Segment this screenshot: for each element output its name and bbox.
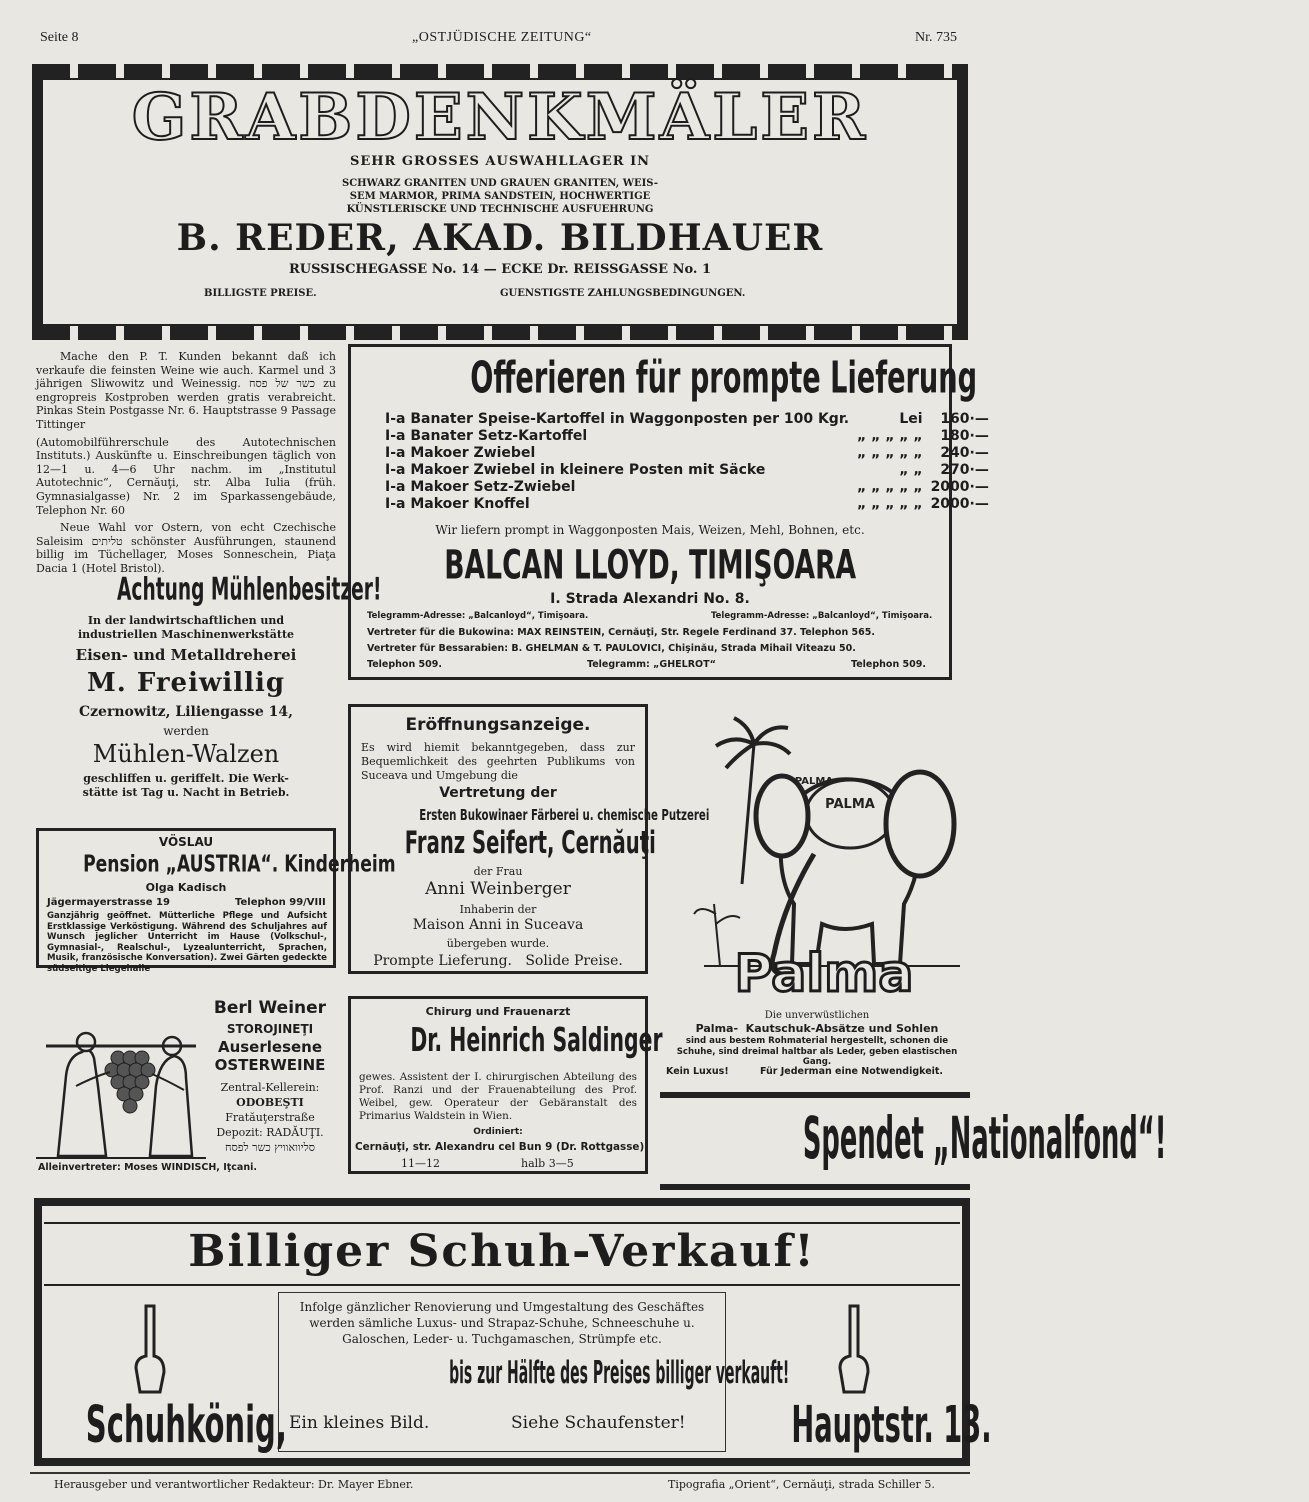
price-unit: Lei [899, 411, 923, 427]
grab-right-note: GUENSTIGSTE ZAHLUNGSBEDINGUNGEN. [500, 288, 746, 299]
eroeff-factory: Ersten Bukowinaer Färberei u. chemische Putzerei [419, 806, 710, 824]
berl-wines: Auserlesene OSTERWEINE [214, 1038, 326, 1074]
newspaper-title: „OSTJÜDISCHE ZEITUNG“ [412, 30, 592, 45]
palma-left: Kein Luxus! [666, 1066, 729, 1077]
schuh-text: Infolge gänzlicher Renovierung und Umgestaltung des Geschäftes werden sämliche Luxus- und Strapaz-Schuhe, Schneeschuhe u. Galoschen, Leder- u. Tuchgamaschen, Strümpfe etc. [299, 1300, 705, 1346]
nationalfond-text: Spendet „Nationalfond“! [802, 1104, 1167, 1172]
pointing-hand-icon-right [834, 1302, 874, 1402]
berl-name: Berl Weiner [213, 998, 327, 1018]
muehlen-address: Czernowitz, Liliengasse 14, [78, 704, 294, 720]
page-label: Seite 8 [40, 30, 79, 45]
saldinger-top: Chirurg und Frauenarzt [425, 1005, 571, 1018]
decorative-border-left [32, 78, 41, 326]
offer-bukowina-rep: Vertreter für die Bukowina: MAX REINSTEIN, Cernăuţi, Str. Regele Ferdinand 37. Telephon 565. [367, 627, 875, 638]
price-unit: „ „ [899, 462, 923, 478]
price-unit: „ „ „ „ „ [857, 496, 923, 512]
price-table [381, 411, 993, 513]
saldinger-ad [348, 996, 663, 1174]
berl-footer: Alleinvertreter: Moses WINDISCH, Iţcani. [38, 1162, 257, 1173]
eroeff-maison: Maison Anni in Suceava [412, 917, 584, 933]
tallit-notice: Neue Wahl vor Ostern, von echt Czechische Saleisim טליתים schönster Ausführungen, staunend billig im Tüchellager, Moses Sonneschein, Piaţa Dacia 1 (Hotel Bristol). [36, 521, 336, 575]
pension-austria-ad [36, 828, 396, 974]
nationalfond-ad [660, 1092, 1167, 1190]
schuh-verkauf-ad [34, 1198, 992, 1466]
saldinger-text: gewes. Assistent der I. chirurgischen Abteilung des Prof. Ranzi und der Frauenabteilung des Prof. Weibel, gew. Operateur der Gebäranstalt des Primarius Waldstein in Wien. [359, 1071, 637, 1122]
price-value: 270·— [940, 462, 989, 478]
grabdenkmaeler-ad [32, 64, 968, 342]
price-row [381, 479, 993, 496]
saldinger-ordiniert: Ordiniert: [473, 1127, 523, 1137]
offer-telegram-left: Telegramm-Adresse: „Balcanloyd“, Timişoara. [367, 611, 589, 621]
offer-phone-right: Telephon 509. [851, 659, 926, 670]
schuh-headline: bis zur Hälfte des Preises billiger verkauft! [449, 1354, 790, 1391]
offer-street: I. Strada Alexandri No. 8. [550, 591, 750, 607]
grab-subtitle: SEHR GROSSES AUSWAHLLAGER IN [349, 154, 651, 169]
offer-also: Wir liefern prompt in Waggonposten Mais, Weizen, Mehl, Bohnen, etc. [435, 523, 865, 537]
saldinger-hours-left: 11—12 [401, 1157, 440, 1170]
austria-address: Jägermayerstrasse 19 [47, 897, 170, 908]
driving-school-notice: (Automobilführerschule des Autotechnischen Instituts.) Auskünfte u. Einschreibungen täglich von 12—1 u. 4—6 Uhr nachm. im „Institutul Autotechnic“, Cernăuţi, str. Alba Iulia (früh. Gymnasialgasse) Nr. 2 im Sparkassengebäude, Telephon Nr. 60 [36, 435, 336, 517]
price-value: 180·— [940, 428, 989, 444]
price-row [381, 462, 993, 479]
grab-description: SCHWARZ GRANITEN UND GRAUEN GRANITEN, WEIS- SEM MARMOR, PRIMA SANDSTEIN, HOCHWERTIGE KÜNSTLERISCKE UND TECHNISCHE AUSFUEHRUNG [342, 178, 658, 215]
eroeff-vertretung: Vertretung der [439, 785, 557, 801]
eroeff-owner: Franz Seifert, Cernăuţi [404, 824, 656, 861]
eroeff-woman: Anni Weinberger [425, 879, 571, 899]
schuh-inner-box [278, 1292, 790, 1452]
balcan-lloyd-ad [348, 344, 989, 680]
offer-telegram-code: Telegramm: „GHELROT“ [587, 659, 716, 670]
saldinger-address: Cernăuţi, str. Alexandru cel Bun 9 (Dr. Rottgasse) [355, 1141, 645, 1153]
austria-place: VÖSLAU [158, 835, 214, 849]
schuh-street: Hauptstr. 13. [791, 1396, 992, 1455]
eroeff-title: Eröffnungsanzeige. [405, 715, 591, 735]
grab-title: GRABDENKMÄLER [131, 80, 869, 155]
eroeff-inhaberin: Inhaberin der [459, 903, 537, 916]
berl-cellars: Zentral-Kellerein: ODOBEŞTI Fratăuţerstraße Depozit: RADĂUŢI. סליוואוויץ כשר לפסח [216, 1081, 324, 1154]
price-unit: „ „ „ „ „ [857, 428, 923, 444]
saldinger-name: Dr. Heinrich Saldinger [410, 1021, 663, 1060]
schuh-brand: Schuhkönig, [85, 1396, 287, 1455]
price-unit: „ „ „ „ „ [857, 479, 923, 495]
price-item: I-a Makoer Knoffel [385, 496, 530, 512]
price-item: I-a Banater Setz-Kartoffel [385, 428, 588, 444]
wine-notice-text: Mache den P. T. Kunden bekannt daß ich verkaufe die feinsten Weine wie auch. Karmel und 3 jährigen Sliwowitz und Weinessig. כשר של פסח zu engropreis Kostproben werden gratis verabreicht. Pinkas Stein Postgasse Nr. 6. Hauptstrasse 9 Passage Tittinger [36, 350, 336, 431]
offer-telegram-right: Telegramm-Adresse: „Balcanloyd“, Timişoara. [711, 611, 933, 621]
grab-address: RUSSISCHEGASSE No. 14 — ECKE Dr. REISSGASSE No. 1 [288, 262, 712, 277]
austria-phone: Telephon 99/VIII [235, 897, 326, 908]
schuh-left: Ein kleines Bild. [289, 1413, 430, 1433]
saldinger-hours-right: halb 3—5 [521, 1157, 574, 1170]
palma-right: Für Jederman eine Notwendigkeit. [760, 1066, 944, 1077]
palma-badge-text: PALMA [825, 797, 875, 812]
palma-ad [664, 704, 970, 1080]
berl-city: STOROJINEŢI [226, 1022, 314, 1036]
grab-left-note: BILLIGSTE PREISE. [204, 288, 317, 299]
palma-line3: sind aus bestem Rohmaterial hergestellt, schonen die Schuhe, sind dreimal haltbar als Leder, geben elastischen Gang. [676, 1036, 958, 1067]
grab-sculptor-name: B. REDER, AKAD. BILDHAUER [176, 217, 824, 259]
price-item: I-a Banater Speise-Kartoffel in Waggonposten per 100 Kgr. [385, 411, 850, 427]
offer-company: BALCAN LLOYD, TIMIŞOARA [444, 541, 856, 589]
schuh-title: Billiger Schuh-Verkauf! [188, 1226, 816, 1277]
eroeff-uebergeben: übergeben wurde. [446, 937, 550, 950]
footer-editor: Herausgeber und verantwortlicher Redakteur: Dr. Mayer Ebner. [54, 1478, 414, 1491]
palma-brand: Palma [734, 944, 914, 1004]
price-value: 2000·— [930, 479, 989, 495]
austria-text: Ganzjährig geöffnet. Mütterliche Pflege und Aufsicht Erstklassige Verköstigung. Während des Schuljahres auf Wunsch jeglicher Unterricht im Hause (Volkschul-, Gymnasial-, Realschul-, Lyzealunterricht, Sprachen, Musik, französische Konversation). Zwei Gärten gedeckte südseitige Liegehalle [47, 911, 327, 974]
muehlen-intro: In der landwirtschaftlichen und industriellen Maschinenwerkstätte [77, 614, 295, 641]
price-value: 160·— [940, 411, 989, 427]
price-row [381, 411, 993, 428]
muehlen-ad [36, 570, 382, 810]
austria-title: Pension „AUSTRIA“. Kinderheim [83, 851, 396, 878]
offer-title: Offerieren für prompte Lieferung [470, 352, 978, 404]
price-row [381, 445, 993, 462]
muehlen-workshop: Eisen- und Metalldreherei [75, 646, 297, 664]
offer-bessarabia-rep: Vertreter für Bessarabien: B. GHELMAN & T. PAULOVICI, Chişinău, Strada Mihail Viteazu 50. [367, 643, 856, 654]
price-unit: „ „ „ „ „ [857, 445, 923, 461]
palma-badge-text-small: PALMA [794, 776, 834, 787]
muehlen-walzen: Mühlen-Walzen [92, 740, 280, 768]
palma-line2: Palma- Kautschuk-Absätze und Sohlen [695, 1022, 939, 1035]
offer-phone-left: Telephon 509. [367, 659, 442, 670]
austria-owner: Olga Kadisch [145, 881, 227, 894]
price-value: 2000·— [930, 496, 989, 512]
price-item: I-a Makoer Setz-Zwiebel [385, 479, 576, 495]
eroeff-der-frau: der Frau [473, 865, 523, 878]
price-item: I-a Makoer Zwiebel [385, 445, 536, 461]
grape-harvest-illustration [36, 1016, 206, 1162]
decorative-border-right [959, 78, 968, 326]
pointing-hand-icon [130, 1302, 170, 1402]
decorative-border-bottom [32, 326, 968, 340]
decorative-border-top [32, 64, 968, 78]
price-row [381, 428, 993, 445]
wine-notice [36, 350, 336, 576]
muehlen-details: geschliffen u. geriffelt. Die Werk- stätte ist Tag u. Nacht in Betrieb. [82, 772, 290, 799]
muehlen-owner: M. Freiwillig [86, 668, 286, 698]
schuh-right: Siehe Schaufenster! [511, 1413, 686, 1433]
price-row [381, 496, 993, 513]
issue-number: Nr. 735 [915, 30, 957, 45]
eroeff-text: Es wird hiemit bekanntgegeben, dass zur Bequemlichkeit des geehrten Publikums von Suceava und Umgebung die [361, 741, 635, 782]
berl-weiner-ad [36, 996, 338, 1176]
muehlen-title: Achtung Mühlenbesitzer! [117, 571, 382, 608]
footer-printer: Tipografia „Orient“, Cernăuţi, strada Schiller 5. [668, 1478, 935, 1491]
price-value: 240·— [940, 445, 989, 461]
eroeff-footer: Prompte Lieferung. Solide Preise. [373, 953, 623, 969]
price-item: I-a Makoer Zwiebel in kleinere Posten mit Säcke [385, 462, 766, 478]
eroeffnung-ad [348, 704, 710, 974]
palma-line1: Die unverwüstlichen [764, 1010, 870, 1021]
muehlen-werden: werden [163, 724, 209, 738]
